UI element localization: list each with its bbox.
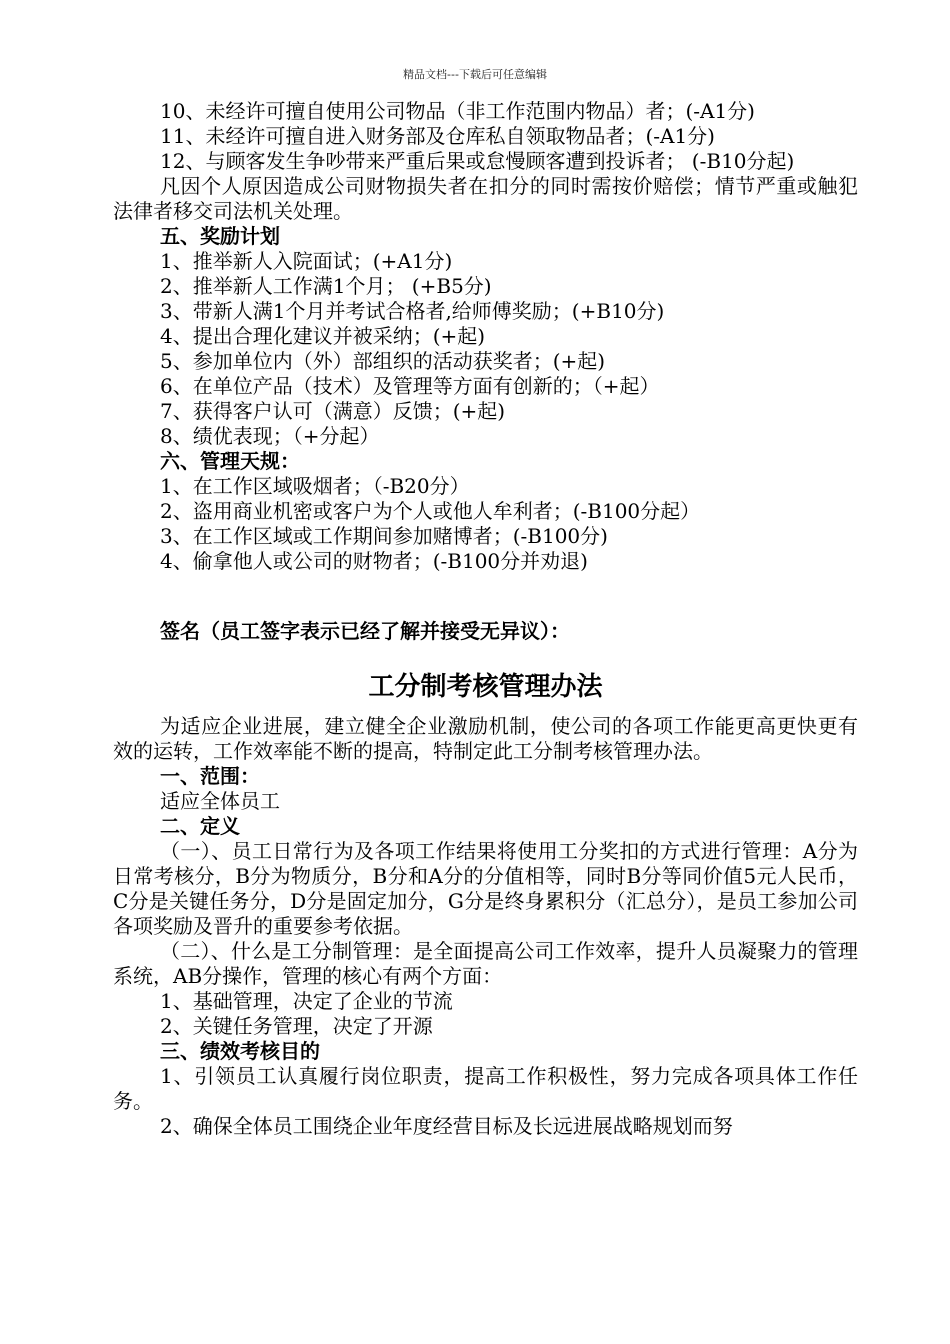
rule-item: 4、偷拿他人或公司的财物者；(-B100分并劝退) xyxy=(160,549,588,573)
signature-line: 签名（员工签字表示已经了解并接受无异议）： xyxy=(160,619,570,643)
scope-heading: 一、范围： xyxy=(160,764,260,788)
reward-item: 2、推举新人工作满1个月； (+B5分) xyxy=(160,274,492,298)
definition-item: 1、基础管理，决定了企业的节流 xyxy=(160,989,453,1013)
compensation-note: 凡因个人原因造成公司财物损失者在扣分的同时需按价赔偿；情节严重或触犯法律者移交司法机关处理。 xyxy=(113,174,858,223)
definition-paragraph-2: （二）、什么是工分制管理：是全面提高公司工作效率，提升人员凝聚力的管理系统，AB分操作，管理的核心有两个方面： xyxy=(113,939,858,988)
reward-item: 3、带新人满1个月并考试合格者,给师傅奖励；(+B10分) xyxy=(160,299,665,323)
purpose-item-1: 1、引领员工认真履行岗位职责，提高工作积极性，努力完成各项具体工作任务。 xyxy=(113,1064,858,1113)
reward-item: 7、获得客户认可（满意）反馈；(+起) xyxy=(160,399,506,423)
purpose-item-2: 2、确保全体员工围绕企业年度经营目标及长远进展战略规划而努 xyxy=(160,1114,733,1138)
definition-heading: 二、定义 xyxy=(160,814,240,838)
section-title: 工分制考核管理办法 xyxy=(368,672,603,702)
scope-text: 适应全体员工 xyxy=(160,789,280,813)
reward-item: 5、参加单位内（外）部组织的活动获奖者；(+起) xyxy=(160,349,606,373)
rule-item: 2、盗用商业机密或客户为个人或他人牟利者；(-B100分起） xyxy=(160,499,701,523)
intro-paragraph: 为适应企业进展，建立健全企业激励机制，使公司的各项工作能更高更快更有效的运转，工作效率能不断的提高，特制定此工分制考核管理办法。 xyxy=(113,714,858,763)
rules-heading: 六、管理天规： xyxy=(160,449,300,473)
penalty-item-11: 11、未经许可擅自进入财务部及仓库私自领取物品者；(-A1分) xyxy=(160,124,715,148)
reward-item: 4、提出合理化建议并被采纳；(+起) xyxy=(160,324,486,348)
reward-heading: 五、奖励计划 xyxy=(160,224,280,248)
penalty-item-10: 10、未经许可擅自使用公司物品（非工作范围内物品）者；(-A1分) xyxy=(160,99,755,123)
definition-item: 2、关键任务管理，决定了开源 xyxy=(160,1014,433,1038)
reward-item: 1、推举新人入院面试；(+A1分) xyxy=(160,249,453,273)
rule-item: 1、在工作区域吸烟者；（-B20分） xyxy=(160,474,470,498)
penalty-item-12: 12、与顾客发生争吵带来严重后果或怠慢顾客遭到投诉者； (-B10分起) xyxy=(160,149,795,173)
rule-item: 3、在工作区域或工作期间参加赌博者；(-B100分) xyxy=(160,524,608,548)
definition-paragraph-1: （一）、员工日常行为及各项工作结果将使用工分奖扣的方式进行管理：A分为日常考核分，B分为物质分，B分和A分的分值相等，同时B分等同价值5元人民币，C分是关键任务分，D分是固定加分，G分是终身累积分（汇总分），是员工参加公司各项奖励及晋升的重要参考依据。 xyxy=(113,839,858,938)
purpose-heading: 三、绩效考核目的 xyxy=(160,1039,320,1063)
spacer xyxy=(113,574,858,619)
page-header: 精品文档---下载后可任意编辑 xyxy=(403,68,547,81)
document-body xyxy=(113,99,858,1139)
reward-item: 8、绩优表现；（+分起） xyxy=(160,424,380,448)
reward-item: 6、在单位产品（技术）及管理等方面有创新的；（+起） xyxy=(160,374,660,398)
